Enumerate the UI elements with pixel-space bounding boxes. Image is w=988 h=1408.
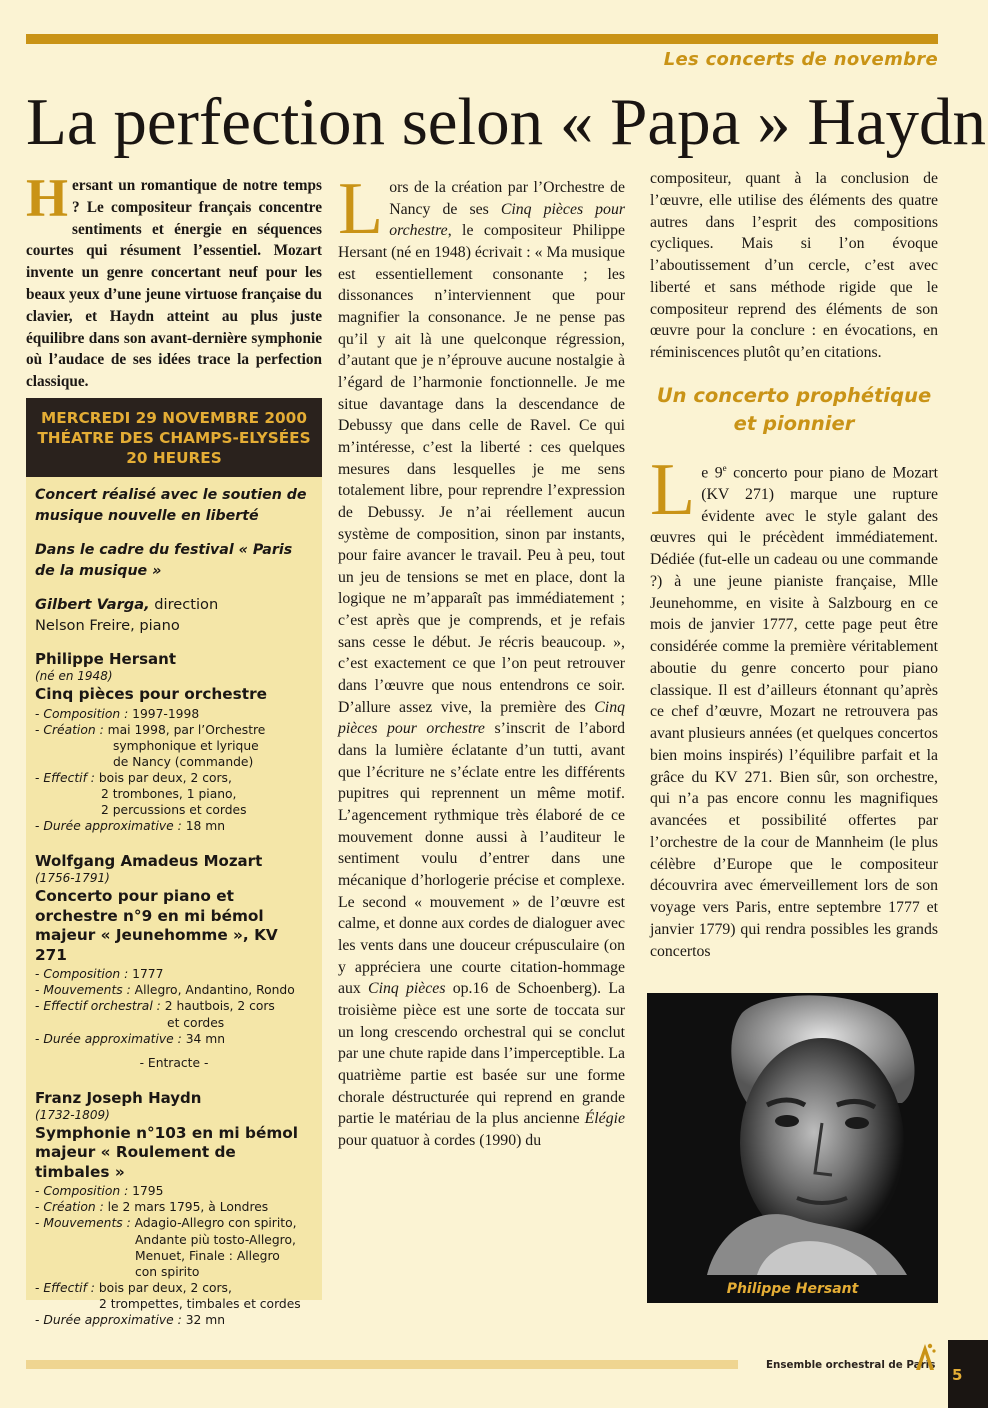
article-column-2 — [338, 168, 626, 1152]
work-hersant — [35, 650, 313, 834]
composer-dates: (né en 1948) — [35, 669, 113, 683]
composer-dates: (1732-1809) — [35, 1107, 110, 1122]
concert-header — [26, 398, 322, 477]
composer-portrait — [647, 993, 938, 1303]
work-detail: - Effectif orchestral : 2 hautbois, 2 cors et cordes — [35, 999, 275, 1030]
work-detail: - Création : mai 1998, par l’Orchestre symphonique et lyrique de Nancy (commande) — [35, 722, 266, 769]
work-title: Symphonie n°103 en mi bémol majeur « Roulement de timbales » — [35, 1123, 299, 1181]
work-title: Concerto pour piano et orchestre n°9 en mi bémol majeur « Jeunehomme », KV 271 — [35, 887, 278, 964]
support-note: Concert réalisé avec le soutien de musique nouvelle en liberté — [35, 487, 307, 524]
work-detail: - Durée approximative : 18 mn — [35, 819, 226, 834]
work-detail: - Création : le 2 mars 1795, à Londres — [35, 1200, 269, 1215]
intro-paragraph — [26, 168, 322, 393]
concert-info-box — [26, 398, 322, 1327]
work-detail: - Durée approximative : 34 mn — [35, 1031, 226, 1046]
footer-ensemble: Ensemble orchestral de Paris — [766, 1359, 936, 1371]
body-paragraph: Le 9e concerto pour piano de Mozart (KV 271) marque une rupture évidente avec le style galant des œuvres qui le précèdent immédiatement. Dédiée (fut-elle un cadeau ou une commande ?) à une jeune pianiste française, Mlle Jeunehomme, en visite à Salzbourg en ce mois de janvier 1777, cette page peut être considérée comme la première véritablement aboutie du genre concerto pour piano classique. Il est d’ailleurs étonnant qu’après ce chef d’œuvre, Mozart ne retrouvera pas avant plusieurs années (et quelques concertos bien moins inspirés) l’équilibre parfait et la grâce du KV 271. Bien sûr, son orchestre, qui n’a pas encore connu les magnifiques avancées et possibilité offertes par l’orchestre de la cour de Mannheim (le plus célèbre d’Europe que le compositeur découvrira avec émerveillement lors de son voyage vers Paris, entre septembre 1777 et janvier 1779) qui rendra possibles les grands concertos — [650, 448, 939, 960]
work-detail: - Mouvements : Adagio-Allegro con spirito, Andante più tosto-Allegro, Menuet, Finale : Allegro con spirito — [35, 1216, 297, 1279]
work-detail: - Effectif : bois par deux, 2 cors, 2 trompettes, timbales et cordes — [35, 1280, 301, 1311]
work-detail: - Durée approximative : 32 mn — [35, 1312, 226, 1327]
work-detail: - Composition : 1777 — [35, 967, 164, 982]
conductor-role: direction — [149, 596, 219, 613]
intermission: - Entracte - — [139, 1055, 209, 1070]
page-number: 5 — [952, 1366, 963, 1384]
pianist-name: Nelson Freire, — [35, 616, 135, 634]
article-column-3 — [650, 168, 938, 962]
work-detail: - Effectif : bois par deux, 2 cors, 2 trombones, 1 piano, 2 percussions et cordes — [35, 770, 247, 818]
composer-name: Philippe Hersant — [35, 650, 176, 668]
top-rule — [26, 34, 938, 44]
intro-dropcap: H — [26, 168, 69, 228]
composer-name: Wolfgang Amadeus Mozart — [35, 852, 263, 871]
body-paragraph: compositeur, quant à la conclusion de l’œuvre, elle utilise des éléments des quatre autres dans l’esprit des compositions cycliques. Mais si l’on évoque l’aboutissement d’un cercle, c’est avec liberté et sans méthode rigide que le compositeur reprend des éléments de son œuvre pour la conclure : en évocations, en réminiscences plutôt qu’en citations. — [650, 170, 938, 361]
work-detail: - Mouvements : Allegro, Andantino, Rondo — [35, 983, 295, 998]
portrait-image — [647, 993, 938, 1275]
concert-time: 20 HEURES — [126, 449, 222, 467]
section-kicker: Les concerts de novembre — [663, 49, 938, 70]
ensemble-logo-icon — [912, 1340, 938, 1374]
concert-program — [26, 477, 322, 1328]
work-haydn — [35, 1089, 313, 1328]
concert-date: MERCREDI 29 NOVEMBRE 2000 — [41, 409, 307, 427]
bottom-rule — [26, 1360, 738, 1369]
body-paragraph: Lors de la création par l’Orchestre de Nancy de ses Cinq pièces pour orchestre, le compositeur Philippe Hersant (né en 1948) écrivait : « Ma musique est essentiellement consonante ; les dissonances n’interviennent que pour magnifier la consonance. Je ne pense pas qu’il y ait là une quelconque régression, d’autant que je n’éprouve aucune nostalgie à l’égard de l’harmonie fonctionnelle. Je me situe davantage dans la descendance de Debussy que dans celle de Ravel. Ce qui m’intéresse, c’est la liberté : ces quelques mesures dans lesquelles je me sens totalement libre, pour reprendre l’expression de Debussy. Je n’ai réellement aucun système de composition, sinon par instants, pour faire avancer le travail. Peu à peu, tout un jeu de tensions se met en place, dont la logique ne m’apparaît pas immédiatement ; c’est après que je comprends, et je refais sans cesse le début. Je récris beaucoup. », c’est exactement ce que l’on peut retrouver dans l’œuvre que nous entendrons ce soir. D’allure assez vive, la première des Cinq pièces pour orchestre s’inscrit de l’abord dans la lumière éclatante d’un tutti, avant que l’écriture ne s’éclate entre les différents pupitres qui reprennent un même motif. L’agencement rythmique très élaboré de ce mouvement donne aussi à l’auditeur le sentiment voulu d’entrer dans une mécanique d’horlogerie précise et complexe. Le second « mouvement » de l’œuvre est calme, et donne aux cordes de dialoguer avec les vents dans une douceur crépusculaire (on y appréciera une courte citation-hommage aux Cinq pièces op.16 de Schoenberg). La troisième pièce est une sorte de toccata sur un long crescendo orchestral qui se conclut par une chute rapide dans l’imperceptible. La quatrième partie est basée sur une forme chorale déstructurée qui reprend en grande partie le matériau de la plus ancienne Élégie pour quatuor à cordes (1990) du — [338, 168, 626, 1149]
dropcap: L — [338, 168, 384, 250]
work-mozart — [35, 852, 313, 1046]
work-title: Cinq pièces pour orchestre — [35, 685, 268, 703]
subheading: Un concerto prophétique et pionnier — [656, 383, 932, 435]
concert-venue: THÉATRE DES CHAMPS-ELYSÉES — [37, 429, 311, 447]
work-detail: - Composition : 1795 — [35, 1184, 164, 1199]
festival-note: Dans le cadre du festival « Paris de la musique » — [35, 542, 293, 579]
photo-caption: Philippe Hersant — [647, 1275, 938, 1303]
composer-dates: (1756-1791) — [35, 871, 110, 886]
intro-column — [26, 168, 322, 393]
performers — [35, 595, 313, 636]
work-detail: - Composition : 1997-1998 — [35, 706, 200, 721]
pianist-role: piano — [134, 616, 180, 634]
dropcap: L — [650, 448, 696, 531]
intro-text: ersant un romantique de notre temps ? Le compositeur français concentre sentiments et énergie en séquences courtes qui résument l’essentiel. Mozart invente un genre concertant neuf pour les beaux yeux d’une jeune virtuose française du clavier, et Haydn atteint au plus juste équilibre dans son avant-dernière symphonie où l’audace de ses idées trace la perfection classique. — [26, 177, 322, 391]
composer-name: Franz Joseph Haydn — [35, 1088, 202, 1107]
conductor-name: Gilbert Varga, — [35, 596, 150, 613]
article-title: La perfection selon « Papa » Haydn — [26, 85, 987, 159]
